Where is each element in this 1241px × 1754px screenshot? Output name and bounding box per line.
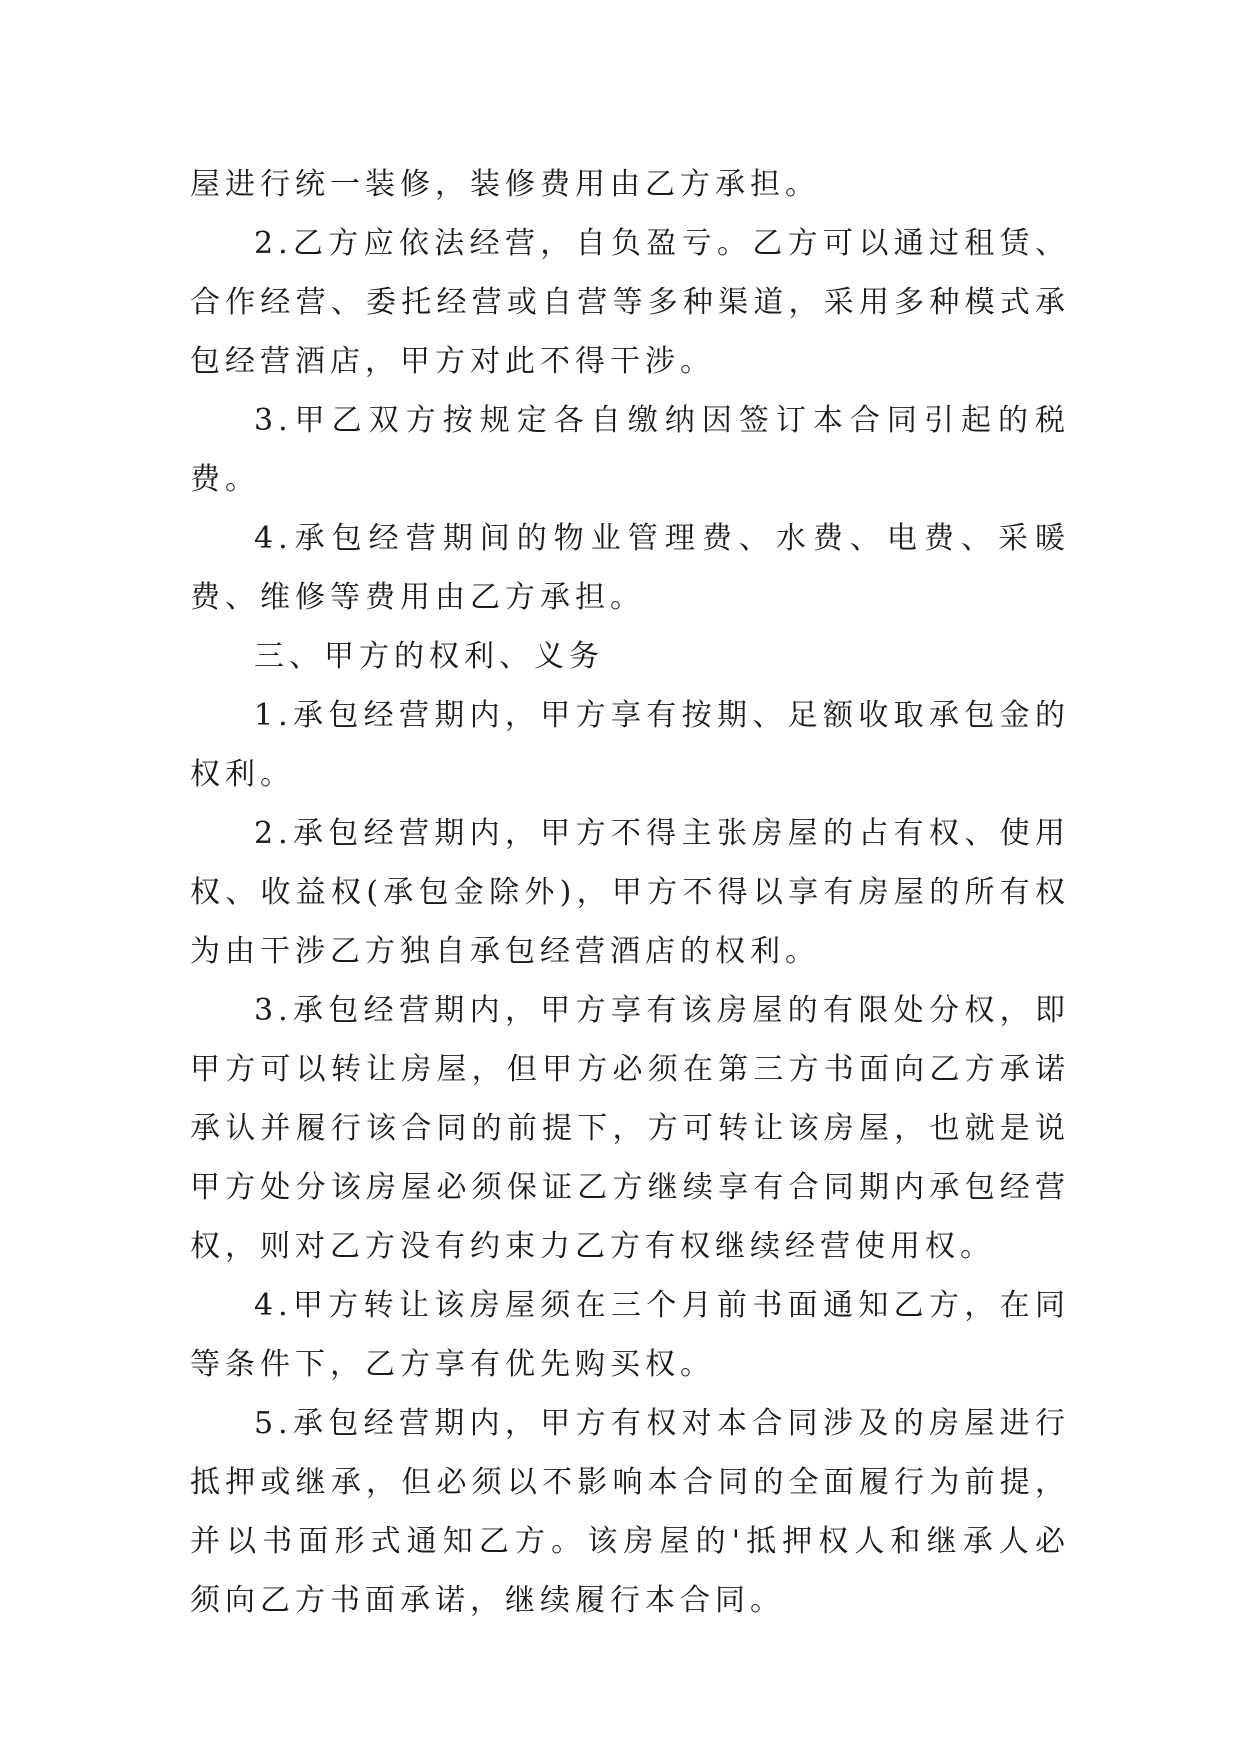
paragraph-a-clause-1: 1.承包经营期内，甲方享有按期、足额收取承包金的权利。 [190,698,1070,792]
paragraph-clause-4-fees: 4.承包经营期间的物业管理费、水费、电费、采暖费、维修等费用由乙方承担。 [190,521,1070,615]
paragraph-continuation: 屋进行统一装修，装修费用由乙方承担。 [190,167,820,202]
paragraph-a-clause-4: 4.甲方转让该房屋须在三个月前书面通知乙方，在同等条件下，乙方享有优先购买权。 [190,1288,1070,1382]
section-heading-party-a-rights: 三、甲方的权利、义务 [254,639,604,674]
paragraph-a-clause-5: 5.承包经营期内，甲方有权对本合同涉及的房屋进行抵押或继承，但必须以不影响本合同的全面履行为前提，并以书面形式通知乙方。该房屋的'抵押权人和继承人必须向乙方书面承诺，继续履行本合同。 [190,1406,1070,1618]
document-body [190,155,1070,1630]
paragraph-a-clause-2: 2.承包经营期内，甲方不得主张房屋的占有权、使用权、收益权(承包金除外)，甲方不得以享有房屋的所有权为由干涉乙方独自承包经营酒店的权利。 [190,816,1070,969]
paragraph-a-clause-3: 3.承包经营期内，甲方享有该房屋的有限处分权，即甲方可以转让房屋，但甲方必须在第三方书面向乙方承诺承认并履行该合同的前提下，方可转让该房屋，也就是说甲方处分该房屋必须保证乙方继续享有合同期内承包经营权，则对乙方没有约束力乙方有权继续经营使用权。 [190,993,1070,1264]
paragraph-clause-2-operation: 2.乙方应依法经营，自负盈亏。乙方可以通过租赁、合作经营、委托经营或自营等多种渠道，采用多种模式承包经营酒店，甲方对此不得干涉。 [190,226,1070,379]
paragraph-clause-3-taxes: 3.甲乙双方按规定各自缴纳因签订本合同引起的税费。 [190,403,1070,497]
